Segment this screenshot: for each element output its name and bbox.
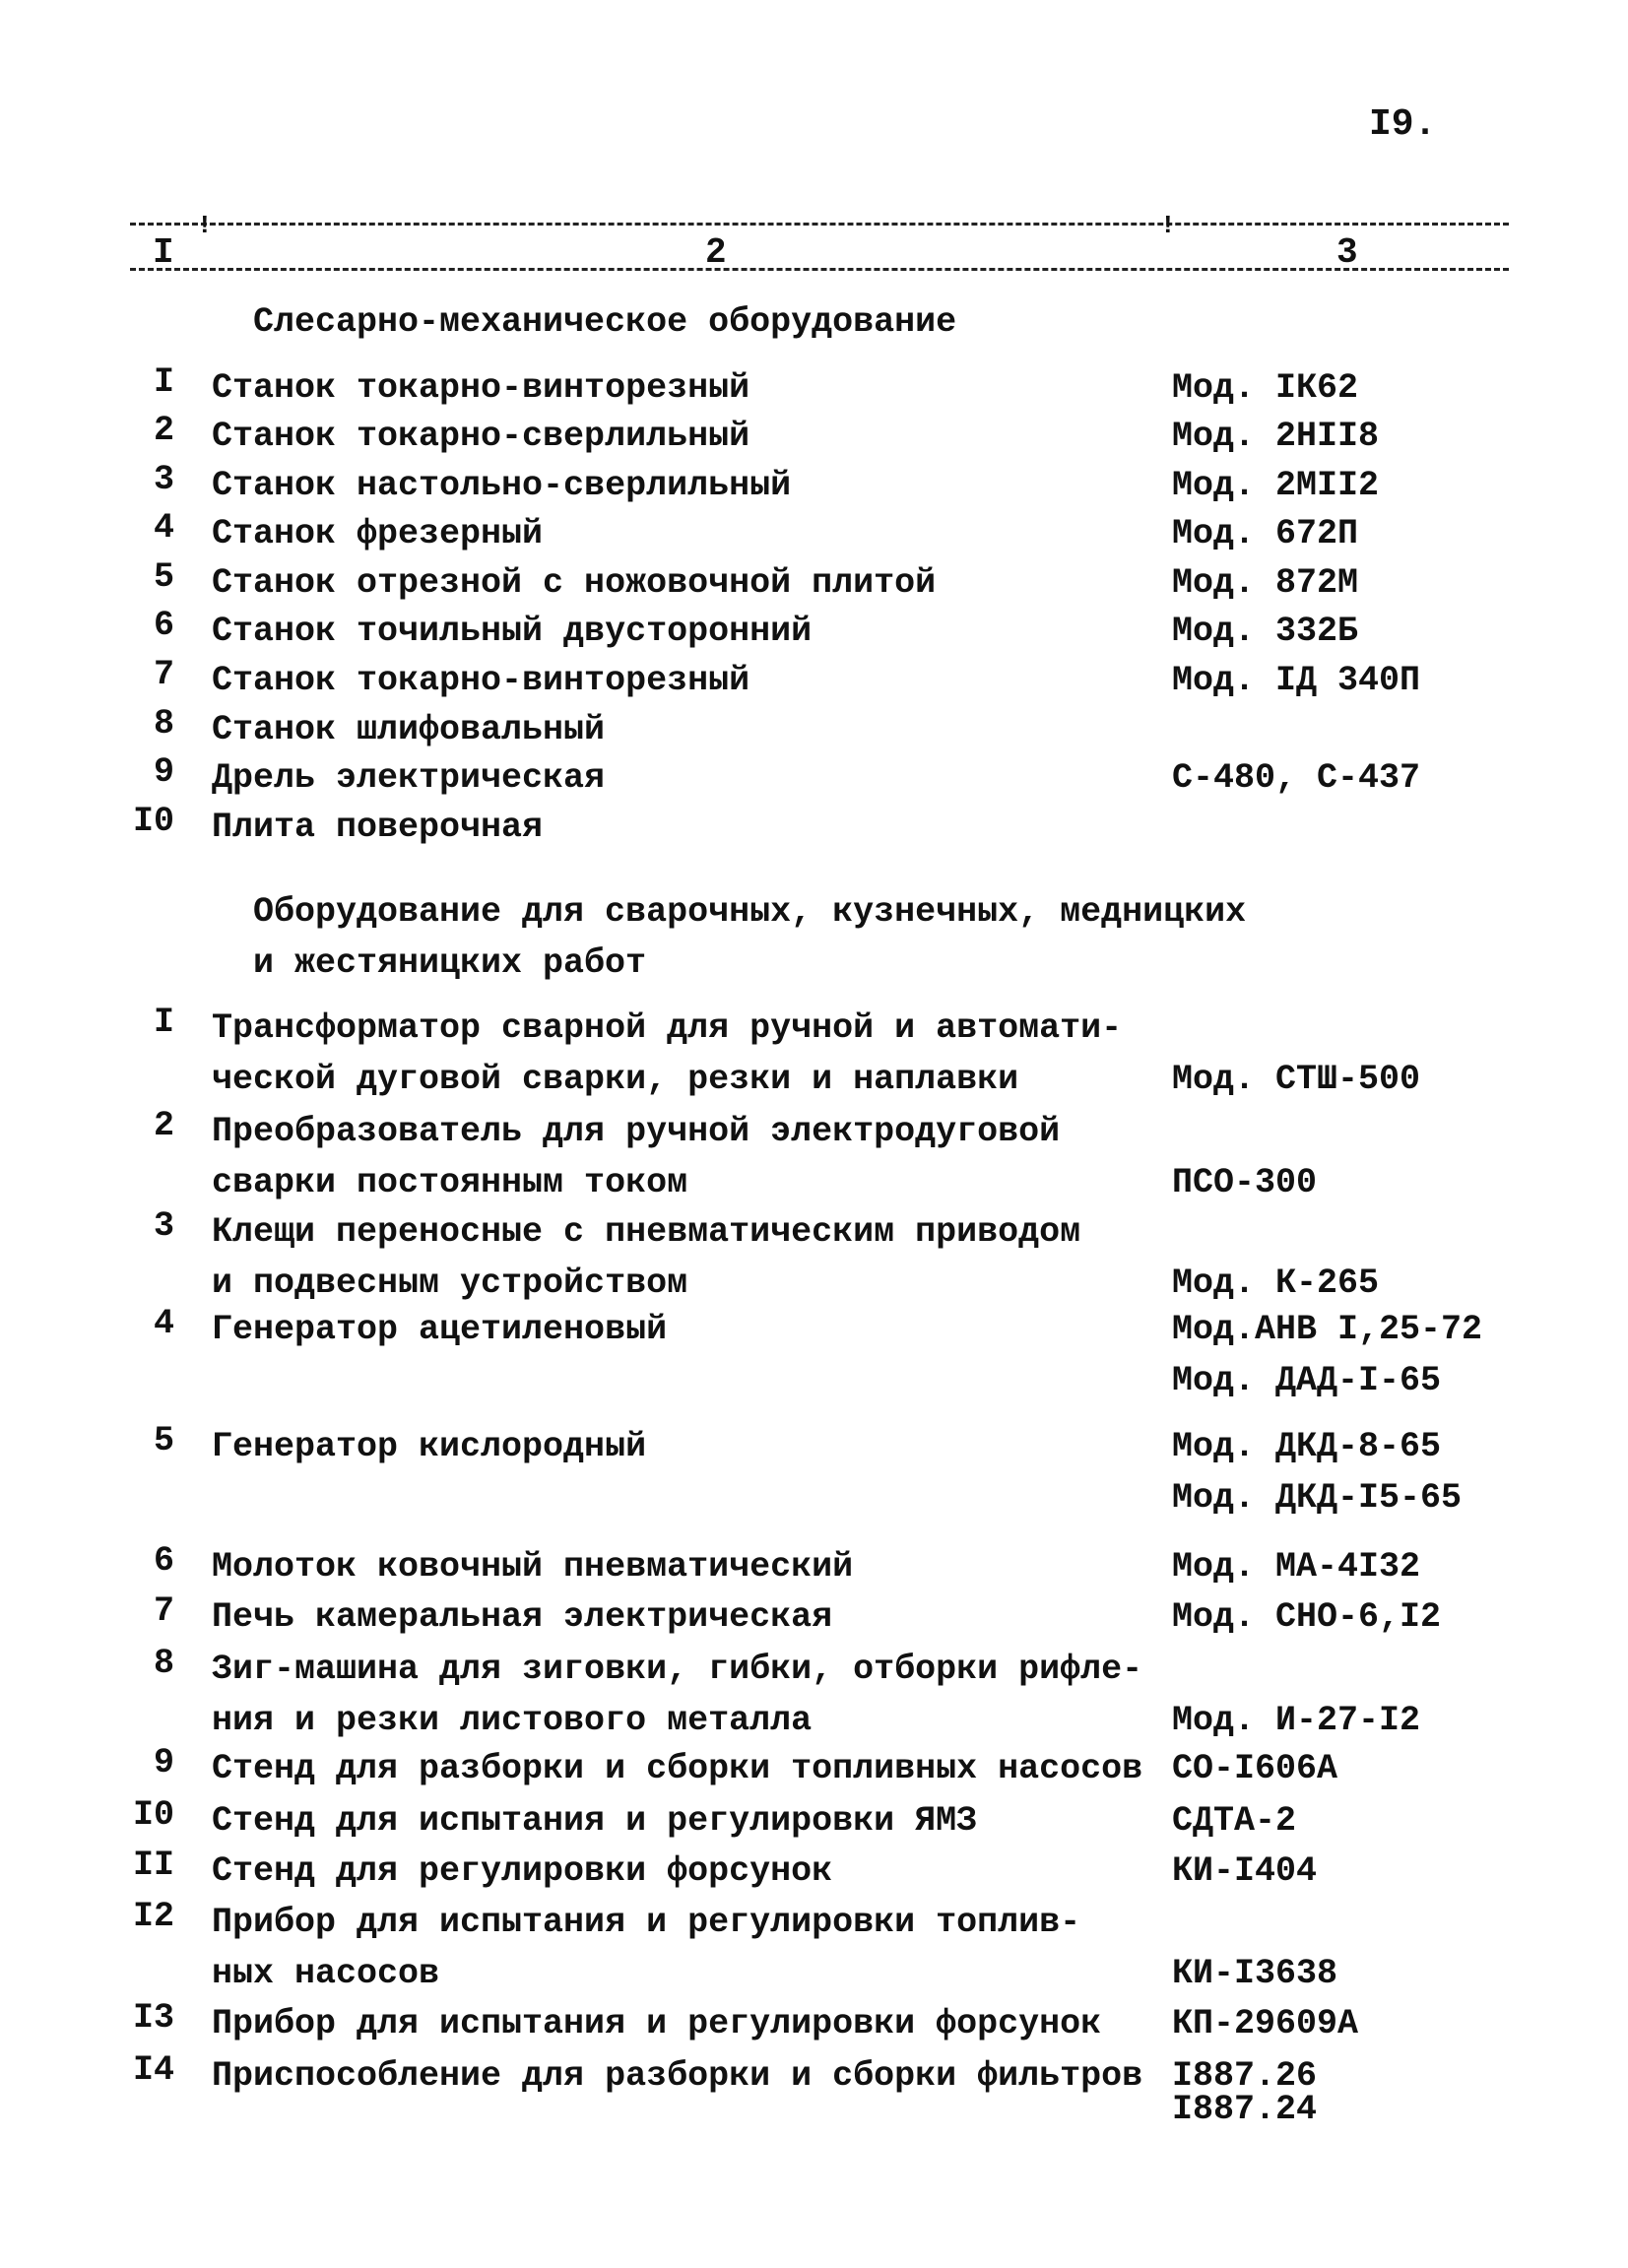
item-number: 5: [153, 1421, 174, 1460]
header-rule-bottom: [130, 268, 1509, 271]
item-number: 9: [153, 752, 174, 792]
item-number: 3: [153, 1206, 174, 1246]
item-number: 8: [153, 704, 174, 744]
item-name: Молоток ковочный пневматический: [212, 1547, 854, 1587]
item-model: Мод. IК62: [1172, 368, 1359, 408]
item-number: I: [153, 1003, 174, 1042]
item-number: I0: [132, 1795, 174, 1835]
item-model: Мод. СНО-6,I2: [1172, 1597, 1442, 1637]
item-name: Станок настольно-сверлильный: [212, 466, 792, 505]
item-model: Мод. IД 340П: [1172, 661, 1421, 700]
page-number: I9.: [1369, 103, 1437, 146]
item-name: Приспособление для разборки и сборки фильтров: [212, 2056, 1143, 2096]
item-number: I2: [132, 1897, 174, 1936]
item-model: Мод. ДКД-8-65 Мод. ДКД-I5-65: [1172, 1427, 1463, 1518]
item-number: I4: [132, 2050, 174, 2090]
item-number: 6: [153, 606, 174, 645]
item-number: 7: [153, 655, 174, 694]
item-name: Генератор ацетиленовый: [212, 1310, 668, 1349]
item-name: Станок точильный двусторонний: [212, 612, 813, 651]
item-number: I3: [132, 1998, 174, 2038]
column-divider-mark: !: [1160, 211, 1176, 240]
item-model: Мод. МА-4I32: [1172, 1547, 1421, 1587]
item-number: 9: [153, 1743, 174, 1782]
item-name: Станок токарно-винторезный: [212, 368, 750, 408]
section-title-metalwork: Слесарно-механическое оборудование: [253, 302, 957, 342]
item-model: Мод. И-27-I2: [1172, 1701, 1421, 1740]
item-name: Трансформатор сварной для ручной и автомати- ческой дуговой сварки, резки и наплавки: [212, 1008, 1123, 1099]
item-model: Мод. СТШ-500: [1172, 1060, 1421, 1099]
item-name: Зиг-машина для зиговки, гибки, отборки рифле- ния и резки листового металла: [212, 1650, 1143, 1740]
item-number: II: [132, 1846, 174, 1885]
item-name: Прибор для испытания и регулировки форсунок: [212, 2004, 1102, 2043]
item-model: Мод. 2MII2: [1172, 466, 1380, 505]
item-number: 4: [153, 508, 174, 548]
item-name: Станок фрезерный: [212, 514, 544, 553]
item-name: Печь камеральная электрическая: [212, 1597, 833, 1637]
item-number: 2: [153, 411, 174, 450]
header-rule-top: [130, 223, 1509, 226]
item-model: СО-I606А: [1172, 1749, 1338, 1788]
item-name: Прибор для испытания и регулировки топлив- ных насосов: [212, 1903, 1081, 1993]
item-model: КИ-I404: [1172, 1851, 1318, 1891]
item-number: 3: [153, 460, 174, 499]
item-model: С-480, С-437: [1172, 758, 1421, 798]
item-name: Генератор кислородный: [212, 1427, 647, 1466]
item-name: Станок токарно-сверлильный: [212, 417, 750, 456]
item-number: 4: [153, 1304, 174, 1343]
item-number: 6: [153, 1541, 174, 1581]
item-name: Станок отрезной с ножовочной плитой: [212, 563, 937, 603]
item-model: Мод.АНВ I,25-72 Мод. ДАД-I-65: [1172, 1310, 1483, 1400]
item-name: Дрель электрическая: [212, 758, 606, 798]
column-divider-mark: !: [197, 211, 213, 240]
item-model: СДТА-2: [1172, 1801, 1297, 1841]
item-model: Мод. К-265: [1172, 1264, 1380, 1303]
item-number: I0: [132, 802, 174, 841]
item-name: Станок токарно-винторезный: [212, 661, 750, 700]
item-number: 5: [153, 557, 174, 597]
item-model: Мод. 672П: [1172, 514, 1359, 553]
item-model: Мод. 872М: [1172, 563, 1359, 603]
item-number: 8: [153, 1644, 174, 1683]
section-title-welding: Оборудование для сварочных, кузнечных, медницких и жестяницких работ: [253, 892, 1247, 983]
item-name: Стенд для разборки и сборки топливных насосов: [212, 1749, 1143, 1788]
item-name: Плита поверочная: [212, 808, 544, 847]
item-model: ПСО-300: [1172, 1163, 1318, 1202]
item-name: Преобразователь для ручной электродуговой сварки постоянным током: [212, 1112, 1061, 1202]
item-name: Стенд для испытания и регулировки ЯМЗ: [212, 1801, 978, 1841]
column-header-number: I: [153, 232, 174, 273]
item-number: 7: [153, 1591, 174, 1631]
item-model: КП-29609А: [1172, 2004, 1359, 2043]
item-name: Станок шлифовальный: [212, 710, 606, 749]
item-model: КИ-I3638: [1172, 1954, 1338, 1993]
item-model: Мод. 2HII8: [1172, 417, 1380, 456]
item-model: I887.26 I887.24: [1172, 2056, 1318, 2129]
item-name: Клещи переносные с пневматическим приводом и подвесным устройством: [212, 1212, 1081, 1303]
column-header-name: 2: [705, 232, 727, 273]
item-model: Мод. 332Б: [1172, 612, 1359, 651]
column-header-model: 3: [1336, 232, 1358, 273]
item-number: I: [153, 362, 174, 402]
item-number: 2: [153, 1106, 174, 1145]
item-name: Стенд для регулировки форсунок: [212, 1851, 833, 1891]
